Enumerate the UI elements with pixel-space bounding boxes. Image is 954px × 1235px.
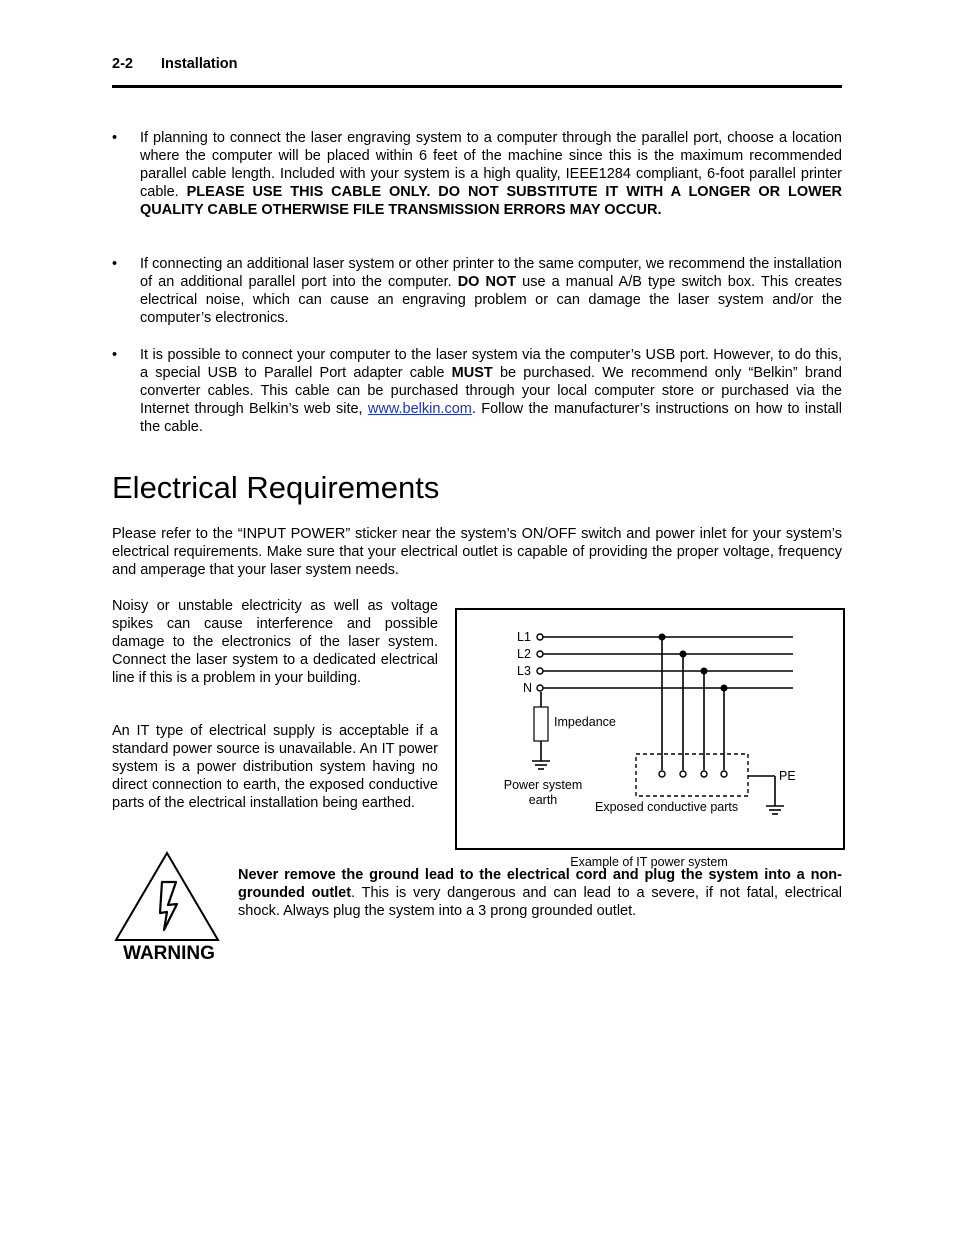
- warning-body: . This is very dangerous and can lead to a severe, if not fatal, electrical shock. Always plug the system into a 3 prong grounded outlet.: [238, 885, 843, 919]
- bullet-warning-bold: PLEASE USE THIS CABLE ONLY. DO NOT SUBSTITUTE IT WITH A LONGER OR LOWER QUALITY CABLE OTHERWISE FILE TRANSMISSION ERRORS MAY OCCUR.: [140, 184, 842, 218]
- label-power-system-earth: Power system earth: [503, 778, 583, 807]
- warning-bold: Never remove the ground lead to the electrical cord and plug the system into a non-grounded outlet: [238, 867, 842, 901]
- bullet-parallel-cable: [112, 129, 842, 219]
- bullet-text-after: use a manual A/B type switch box. This creates electrical noise, which can cause an engraving problem or can damage the laser system and/or the computer’s electronics.: [140, 274, 842, 326]
- bullet-bold: DO NOT: [457, 274, 517, 290]
- warning-text: [238, 866, 842, 920]
- bullet-text: If connecting an additional laser system or other printer to the same computer, we recommend the installation of an additional parallel port into the computer.: [140, 256, 842, 290]
- page-number: 2-2: [112, 56, 133, 72]
- header-rule: [112, 85, 842, 88]
- noise-paragraph: Noisy or unstable electricity as well as voltage spikes can cause interference and possible damage to the electronics of the laser system. Connect the laser system to a dedicated electrical line if this is a problem in your building.: [112, 598, 438, 686]
- label-pe: PE: [779, 769, 796, 783]
- label-l1: L1: [517, 630, 531, 644]
- bullet-text: It is possible to connect your computer to the laser system via the computer’s USB port. However, to do this, a special USB to Parallel Port adapter cable: [140, 347, 842, 381]
- label-exposed-parts: Exposed conductive parts: [595, 800, 739, 814]
- label-l3: L3: [517, 664, 531, 678]
- it-supply-paragraph: An IT type of electrical supply is acceptable if a standard power source is unavailable. An IT power system is a power distribution system having no direct connection to earth, the exposed conductive parts of the electrical installation being earthed.: [112, 723, 438, 811]
- bullet-bold: MUST: [451, 365, 493, 381]
- bullet-additional-printer: [112, 255, 842, 327]
- label-n: N: [523, 681, 533, 695]
- figure-caption: Example of IT power system: [570, 855, 728, 869]
- section-heading: Electrical Requirements: [112, 470, 440, 505]
- belkin-link[interactable]: www.belkin.com: [367, 401, 472, 417]
- bullet-dot: •: [112, 347, 118, 363]
- section-title: Installation: [160, 56, 238, 72]
- intro-paragraph: Please refer to the “INPUT POWER” sticker near the system’s ON/OFF switch and power inlet for your system’s electrical requirements. Make sure that your electrical outlet is capable of providing the proper voltage, frequency and amperage that your laser system needs.: [112, 526, 842, 578]
- bullet-usb: [112, 346, 842, 436]
- page-header: [112, 56, 238, 72]
- label-impedance: Impedance: [554, 715, 616, 729]
- bullet-text-after: . Follow the manufacturer’s instructions on how to install the cable.: [140, 401, 843, 435]
- warning-icon-label: WARNING: [123, 943, 215, 964]
- label-l2: L2: [517, 647, 531, 661]
- bullet-dot: •: [112, 130, 118, 146]
- warning-icon: [112, 850, 222, 965]
- bullet-text-middle: be purchased. We recommend only “Belkin” brand converter cables. This cable can be purchased through your local computer store or purchased via the Internet through Belkin’s web site,: [140, 365, 842, 417]
- it-power-diagram: [455, 608, 845, 850]
- bullet-dot: •: [112, 256, 118, 272]
- bullet-text: If planning to connect the laser engraving system to a computer through the parallel port, choose a location where the computer will be placed within 6 feet of the machine since this is the maximum recommended parallel cable length. Included with your system is a high quality, IEEE1284 compliant, 6-foot parallel printer cable.: [140, 130, 842, 200]
